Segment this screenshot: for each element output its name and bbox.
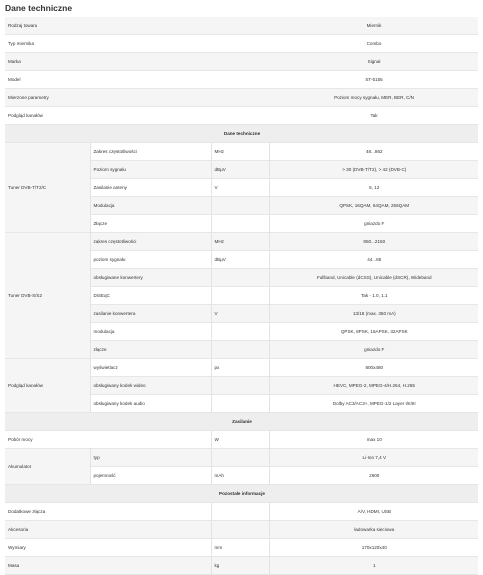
row-unit: dBµV bbox=[211, 161, 269, 179]
row-label: Mierzone parametry bbox=[5, 89, 269, 107]
table-row bbox=[5, 233, 478, 251]
page-title: Dane techniczne bbox=[5, 3, 73, 13]
row-param: Poziom sygnału bbox=[90, 161, 211, 179]
row-value: 800x480 bbox=[269, 359, 478, 377]
row-value: 44...85 bbox=[269, 251, 478, 269]
row-value: max 10 bbox=[269, 431, 478, 449]
table-row bbox=[5, 557, 478, 575]
row-param: obsługiwany kodek audio bbox=[90, 395, 211, 413]
row-unit: MHz bbox=[211, 143, 269, 161]
row-param: wyświetlacz bbox=[90, 359, 211, 377]
row-label: Rodzaj towaru bbox=[5, 17, 269, 35]
row-value: QPSK, 8PSK, 16APSK, 32APSK bbox=[269, 323, 478, 341]
spec-table bbox=[5, 17, 478, 575]
row-label: Marka bbox=[5, 53, 269, 71]
row-value: > 30 (DVB-T/T2), > 42 (DVB-C) bbox=[269, 161, 478, 179]
row-param: Zasilanie anteny bbox=[90, 179, 211, 197]
row-value: Combo bbox=[269, 35, 478, 53]
row-param: zakres częstotliwości bbox=[90, 233, 211, 251]
row-unit: V bbox=[211, 179, 269, 197]
row-param: poziom sygnału bbox=[90, 251, 211, 269]
table-row bbox=[5, 89, 478, 107]
row-value: Dolby AC3/AC3+, MPEG-1/2 Layer I/II/III bbox=[269, 395, 478, 413]
row-value: 950...2150 bbox=[269, 233, 478, 251]
row-value: Li-Ion 7,4 V bbox=[269, 449, 478, 467]
row-value: 48...862 bbox=[269, 143, 478, 161]
row-unit bbox=[211, 395, 269, 413]
section-title-tech: Dane techniczne bbox=[5, 125, 478, 143]
row-value: Tak bbox=[269, 107, 478, 125]
table-row bbox=[5, 53, 478, 71]
row-value: 1 bbox=[269, 557, 478, 575]
table-row bbox=[5, 107, 478, 125]
row-param: obsługiwane konwertery bbox=[90, 269, 211, 287]
row-value: Miernik bbox=[269, 17, 478, 35]
row-value: QPSK, 16QAM, 64QAM, 256QAM bbox=[269, 197, 478, 215]
row-value: ładowarka sieciowa bbox=[269, 521, 478, 539]
group-label-tuner-s2: Tuner DVB-S/S2 bbox=[5, 233, 90, 359]
row-label: Wymiary bbox=[5, 539, 211, 557]
group-label-battery: Akumulator bbox=[5, 449, 90, 485]
row-param: modulacja bbox=[90, 323, 211, 341]
row-label: Pobór mocy bbox=[5, 431, 211, 449]
row-param: Złącze bbox=[90, 215, 211, 233]
section-header-row bbox=[5, 125, 478, 143]
row-unit bbox=[211, 323, 269, 341]
row-param: obsługiwany kodek wideo bbox=[90, 377, 211, 395]
row-label: Typ miernika bbox=[5, 35, 269, 53]
row-value: 170x120x40 bbox=[269, 539, 478, 557]
table-row bbox=[5, 35, 478, 53]
row-value: Signal bbox=[269, 53, 478, 71]
section-header-row bbox=[5, 485, 478, 503]
row-value: Fullband, Unicable (dCSS), Unicable (dSCR), Wideband bbox=[269, 269, 478, 287]
row-param: DiSEqC bbox=[90, 287, 211, 305]
row-unit: dBµV bbox=[211, 251, 269, 269]
row-unit bbox=[211, 341, 269, 359]
table-row bbox=[5, 449, 478, 467]
table-row bbox=[5, 359, 478, 377]
row-unit bbox=[211, 269, 269, 287]
section-title-power: Zasilanie bbox=[5, 413, 478, 431]
table-row bbox=[5, 17, 478, 35]
row-unit: MHz bbox=[211, 233, 269, 251]
table-row bbox=[5, 143, 478, 161]
row-value: ST-5155 bbox=[269, 71, 478, 89]
row-value: 2600 bbox=[269, 467, 478, 485]
row-value: gniazdo F bbox=[269, 341, 478, 359]
row-label: Podgląd kanałów bbox=[5, 107, 269, 125]
row-value: Tak - 1.0, 1.1 bbox=[269, 287, 478, 305]
section-header-row bbox=[5, 413, 478, 431]
row-value: 5, 12 bbox=[269, 179, 478, 197]
row-value: gniazdo F bbox=[269, 215, 478, 233]
table-row bbox=[5, 521, 478, 539]
table-row bbox=[5, 539, 478, 557]
row-param: Zakres częstotliwości bbox=[90, 143, 211, 161]
group-label-tuner-t2: Tuner DVB-T/T2/C bbox=[5, 143, 90, 233]
table-row bbox=[5, 71, 478, 89]
group-label-preview: Podgląd kanałów bbox=[5, 359, 90, 413]
row-label: Masa bbox=[5, 557, 211, 575]
row-param: typ bbox=[90, 449, 211, 467]
row-unit bbox=[211, 287, 269, 305]
section-title-other: Pozostałe informacje bbox=[5, 485, 478, 503]
row-unit: W bbox=[211, 431, 269, 449]
row-unit bbox=[211, 377, 269, 395]
row-label: Akcesoria bbox=[5, 521, 211, 539]
row-unit bbox=[211, 197, 269, 215]
row-param: zasilanie konwertera bbox=[90, 305, 211, 323]
row-unit bbox=[211, 449, 269, 467]
row-unit bbox=[211, 521, 269, 539]
row-value: 13/18 (max. 350 mA) bbox=[269, 305, 478, 323]
row-value: Poziom mocy sygnału, MER, BER, C/N bbox=[269, 89, 478, 107]
row-value: HEVC, MPEG-2, MPEG-4/H.264, H.265 bbox=[269, 377, 478, 395]
table-row bbox=[5, 431, 478, 449]
row-label: Model bbox=[5, 71, 269, 89]
row-unit: mm bbox=[211, 539, 269, 557]
row-unit bbox=[211, 215, 269, 233]
row-unit: V bbox=[211, 305, 269, 323]
row-param: złącze bbox=[90, 341, 211, 359]
row-unit: px bbox=[211, 359, 269, 377]
row-unit: kg bbox=[211, 557, 269, 575]
row-param: pojemność bbox=[90, 467, 211, 485]
row-unit: mAh bbox=[211, 467, 269, 485]
row-param: Modulacja bbox=[90, 197, 211, 215]
row-value: A/V, HDMI, USB bbox=[269, 503, 478, 521]
row-label: Dodatkowe złącza bbox=[5, 503, 211, 521]
